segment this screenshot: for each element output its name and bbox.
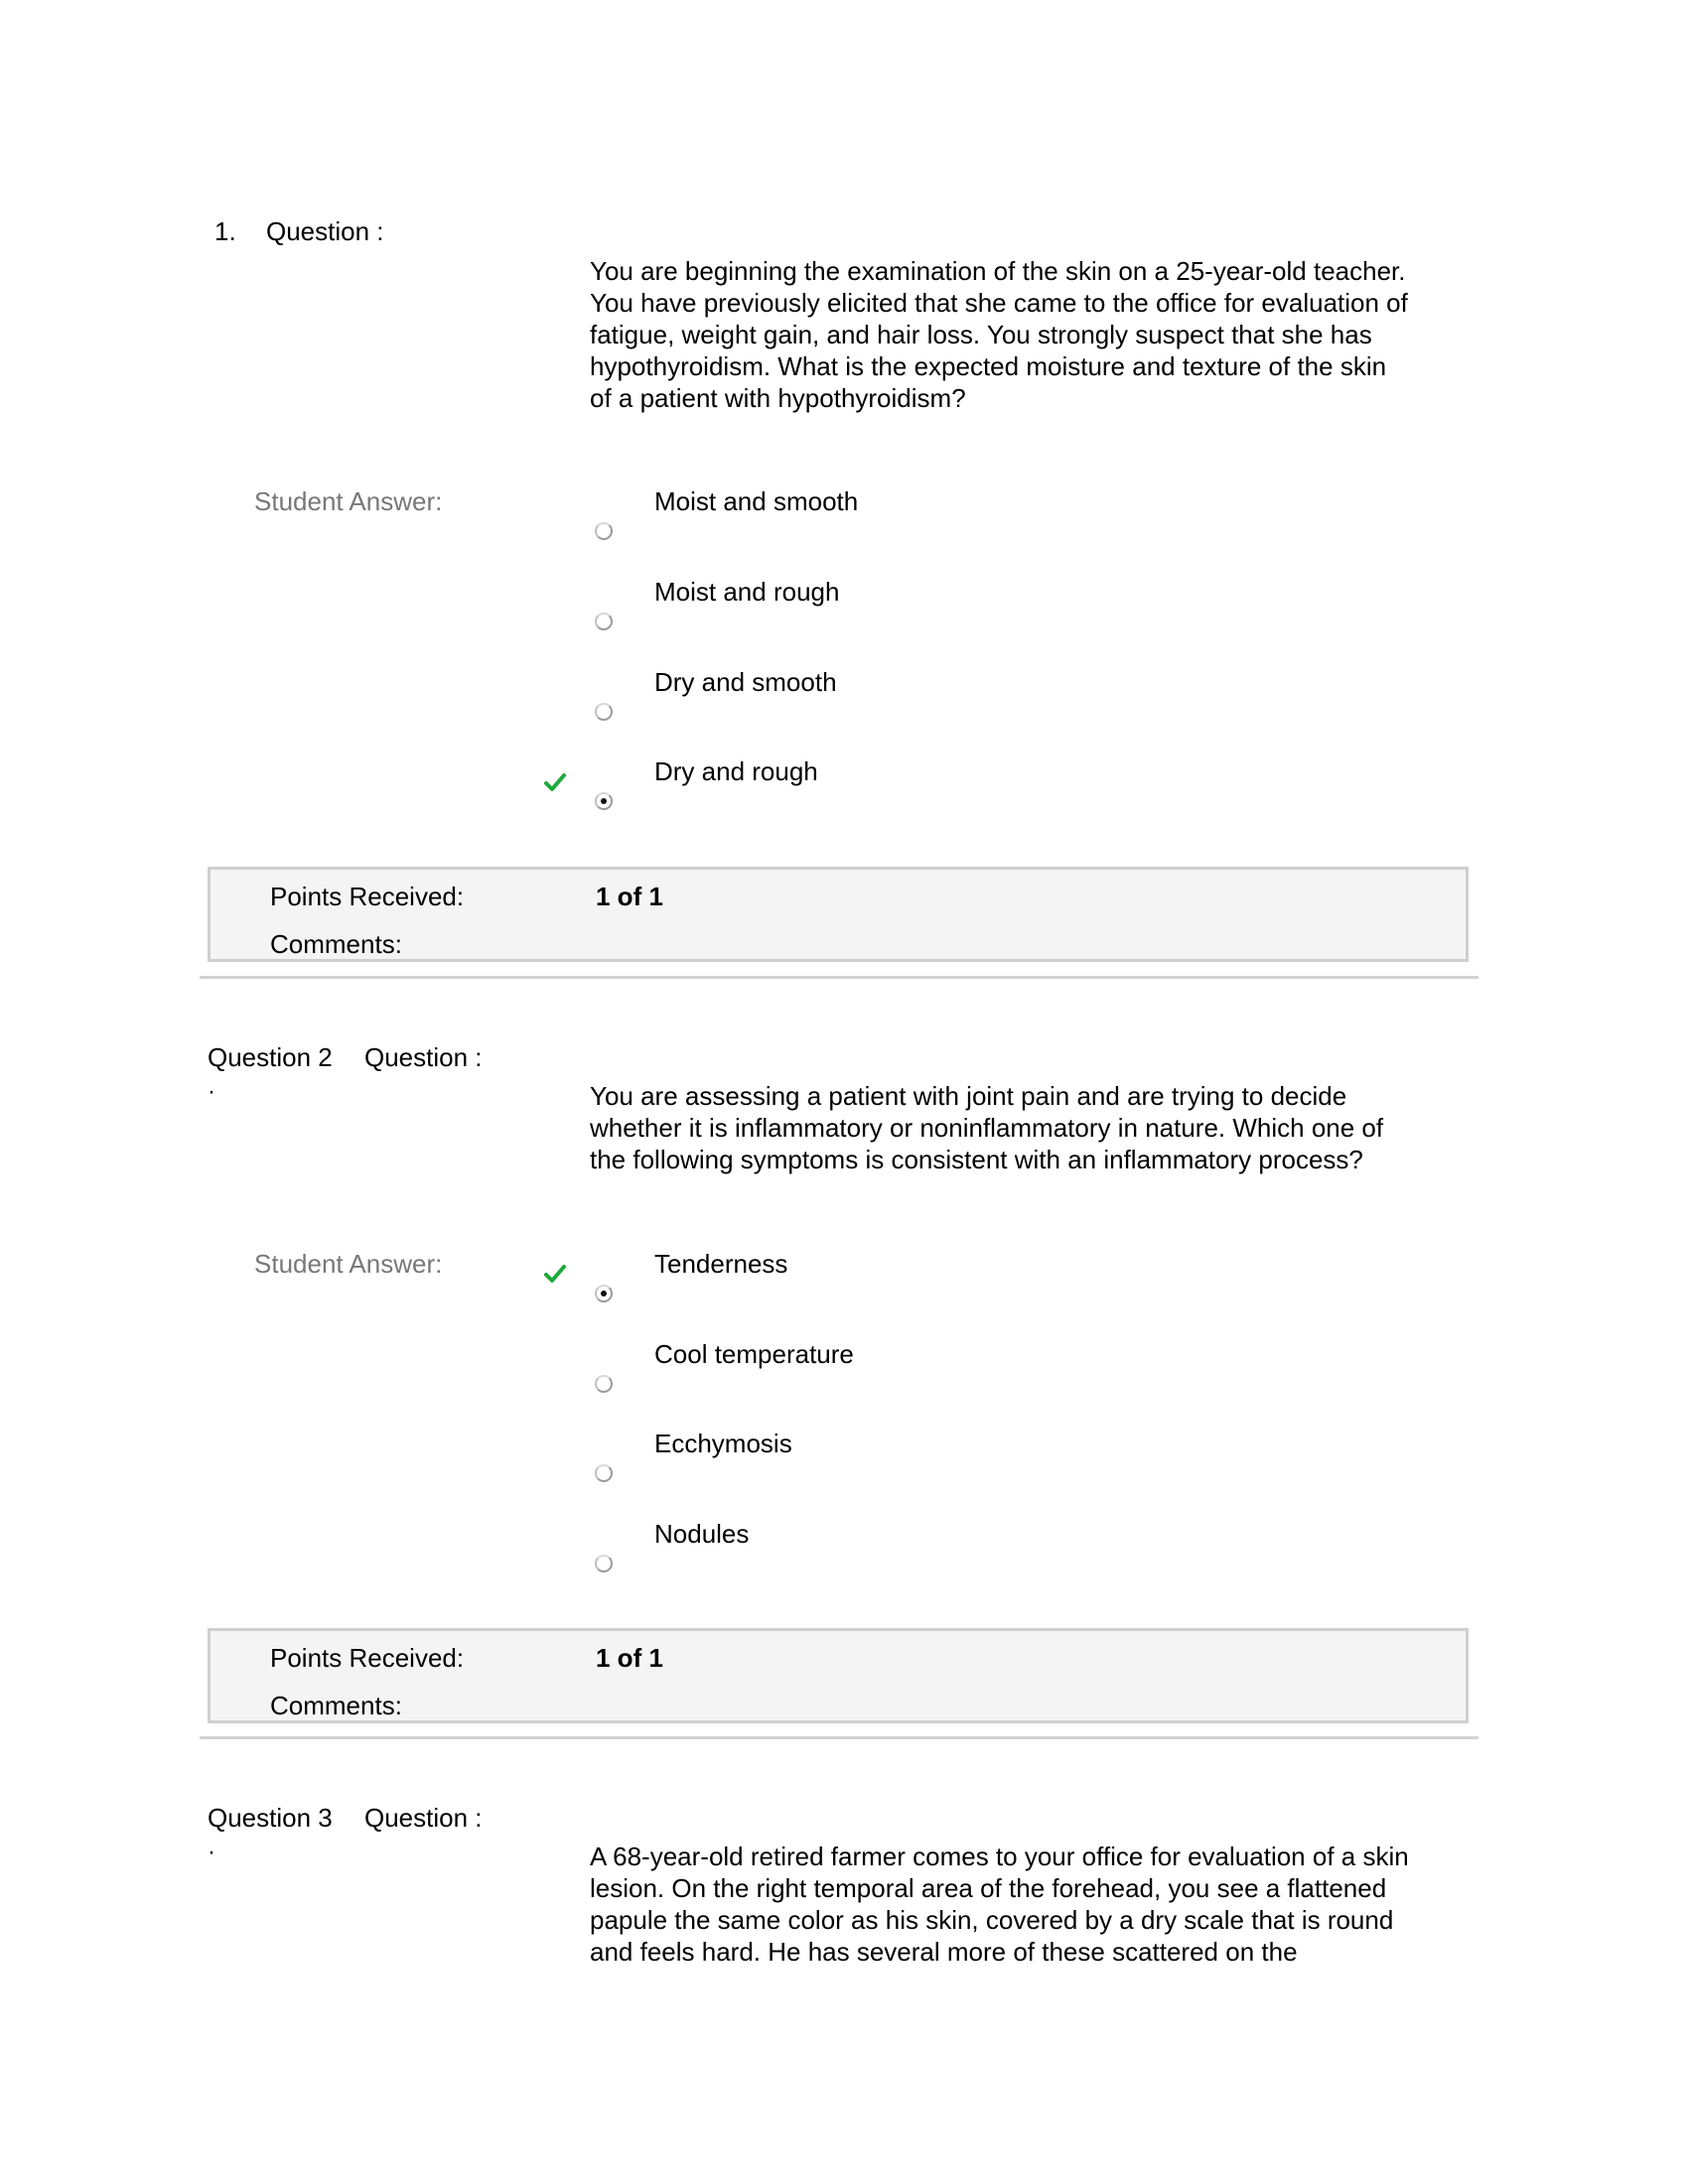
points-box: [208, 867, 1469, 962]
option-radio[interactable]: [595, 1375, 613, 1393]
question-text-line: You are assessing a patient with joint pain and are trying to decide: [590, 1081, 1347, 1111]
points-value: 1 of 1: [596, 1643, 663, 1673]
correct-check-icon: [544, 769, 566, 800]
question-text-line: whether it is inflammatory or noninflammatory in nature. Which one of: [590, 1113, 1384, 1143]
points-value: 1 of 1: [596, 882, 663, 911]
option-radio[interactable]: [595, 522, 613, 540]
question-number: Question 3: [208, 1803, 333, 1833]
option-radio[interactable]: [595, 1464, 613, 1482]
points-box: [208, 1628, 1469, 1723]
question-text-line: of a patient with hypothyroidism?: [590, 383, 966, 413]
question-text: [590, 1841, 1483, 1968]
option-label: Cool temperature: [654, 1339, 854, 1369]
option-radio[interactable]: [595, 613, 613, 630]
bullet-dot: ·: [208, 1078, 215, 1105]
option-label: Nodules: [654, 1519, 750, 1549]
comments-label: Comments:: [270, 929, 402, 959]
student-answer-label: Student Answer:: [254, 486, 443, 516]
question-text-line: the following symptoms is consistent with an inflammatory process?: [590, 1145, 1363, 1174]
option-radio[interactable]: [595, 1555, 613, 1572]
question-text: [590, 255, 1483, 414]
option-radio-selected[interactable]: [595, 792, 613, 810]
question-number: 1.: [214, 216, 236, 246]
option-radio[interactable]: [595, 703, 613, 721]
option-label: Dry and rough: [654, 756, 818, 786]
question-text-line: and feels hard. He has several more of these scattered on the: [590, 1937, 1298, 1967]
question-text-line: lesion. On the right temporal area of the forehead, you see a flattened: [590, 1873, 1387, 1903]
question-text-line: fatigue, weight gain, and hair loss. You strongly suspect that she has: [590, 320, 1372, 349]
points-label: Points Received:: [270, 882, 465, 911]
bullet-dot: ·: [208, 1839, 215, 1865]
option-radio-selected[interactable]: [595, 1285, 613, 1302]
question-heading: Question :: [266, 216, 384, 246]
option-label: Ecchymosis: [654, 1429, 792, 1458]
student-answer-label: Student Answer:: [254, 1249, 443, 1279]
question-text-line: hypothyroidism. What is the expected moisture and texture of the skin: [590, 351, 1387, 381]
points-label: Points Received:: [270, 1643, 465, 1673]
correct-check-icon: [544, 1261, 566, 1292]
question-text-line: You have previously elicited that she came to the office for evaluation of: [590, 288, 1408, 318]
question-text-line: You are beginning the examination of the skin on a 25-year-old teacher.: [590, 256, 1406, 286]
question-text: [590, 1080, 1483, 1175]
question-heading: Question :: [364, 1803, 483, 1833]
divider: [200, 976, 1478, 979]
option-label: Moist and smooth: [654, 486, 859, 516]
option-label: Tenderness: [654, 1249, 788, 1279]
comments-label: Comments:: [270, 1691, 402, 1720]
question-heading: Question :: [364, 1042, 483, 1072]
question-text-line: A 68-year-old retired farmer comes to your office for evaluation of a skin: [590, 1842, 1409, 1871]
option-label: Moist and rough: [654, 577, 840, 607]
divider: [200, 1736, 1478, 1739]
option-label: Dry and smooth: [654, 667, 837, 697]
question-number: Question 2: [208, 1042, 333, 1072]
question-text-line: papule the same color as his skin, covered by a dry scale that is round: [590, 1905, 1394, 1935]
